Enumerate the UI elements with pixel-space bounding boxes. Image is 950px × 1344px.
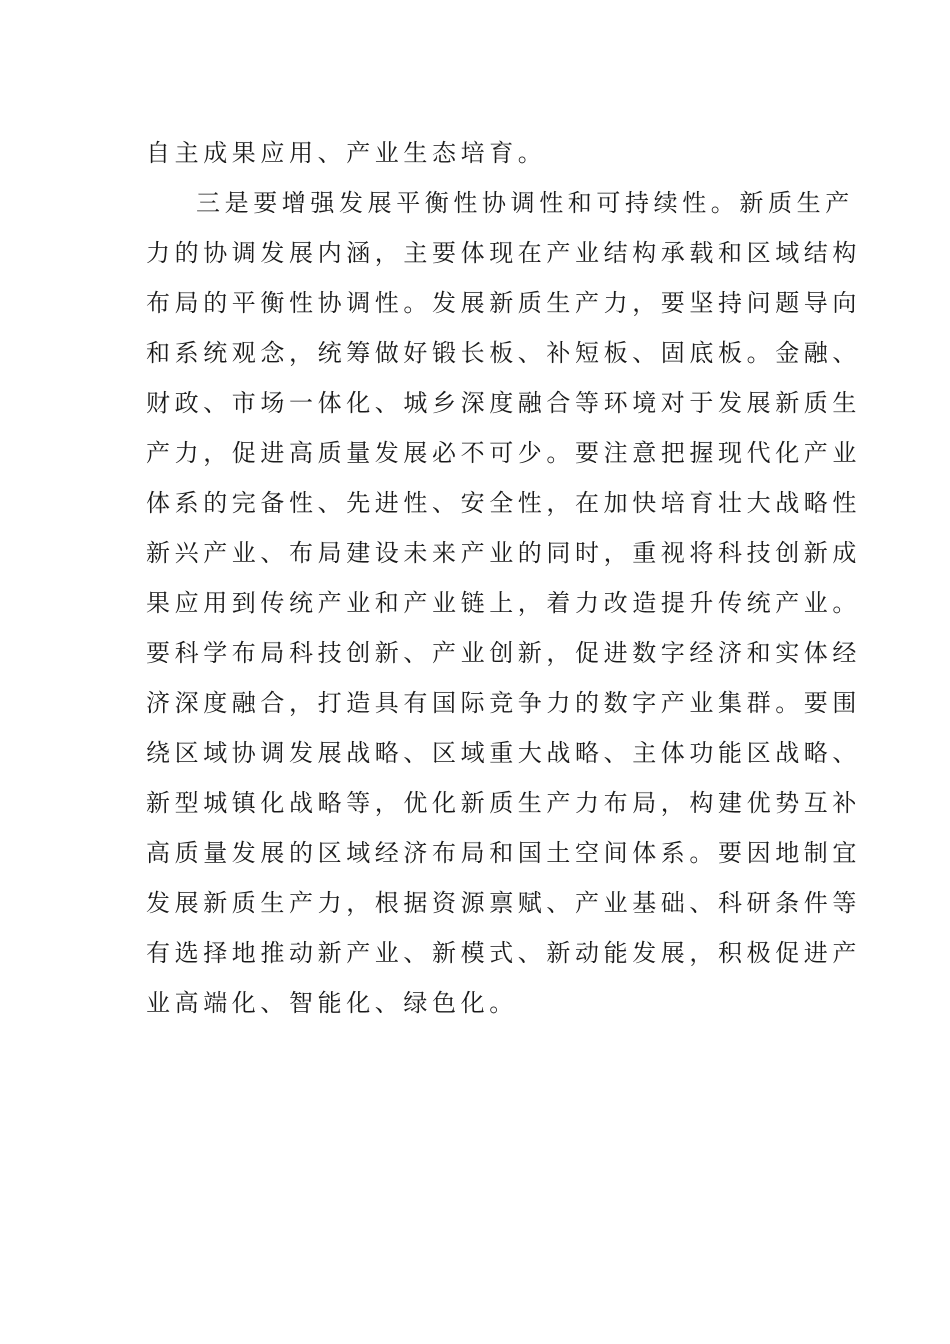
paragraph-continuation-line: 自主成果应用、产业生态培育。: [146, 139, 547, 167]
paragraph-line: 有选择地推动新产业、新模式、新动能发展，积极促进产: [146, 939, 861, 967]
paragraph-line: 高质量发展的区域经济布局和国土空间体系。要因地制宜: [146, 839, 861, 867]
paragraph-last-line: 业高端化、智能化、绿色化。: [146, 989, 518, 1017]
paragraph-line: 新兴产业、布局建设未来产业的同时，重视将科技创新成: [146, 539, 861, 567]
paragraph-line: 财政、市场一体化、城乡深度融合等环境对于发展新质生: [146, 389, 861, 417]
paragraph-first-line: 三是要增强发展平衡性协调性和可持续性。新质生产: [196, 189, 854, 217]
paragraph-line: 布局的平衡性协调性。发展新质生产力，要坚持问题导向: [146, 289, 861, 317]
paragraph-line: 新型城镇化战略等，优化新质生产力布局，构建优势互补: [146, 789, 861, 817]
paragraph-line: 发展新质生产力，根据资源禀赋、产业基础、科研条件等: [146, 889, 861, 917]
paragraph-line: 要科学布局科技创新、产业创新，促进数字经济和实体经: [146, 639, 861, 667]
paragraph-line: 产力，促进高质量发展必不可少。要注意把握现代化产业: [146, 439, 861, 467]
paragraph-line: 绕区域协调发展战略、区域重大战略、主体功能区战略、: [146, 739, 861, 767]
paragraph-line: 果应用到传统产业和产业链上，着力改造提升传统产业。: [146, 589, 861, 617]
paragraph-line: 力的协调发展内涵，主要体现在产业结构承载和区域结构: [146, 239, 861, 267]
paragraph-line: 和系统观念，统筹做好锻长板、补短板、固底板。金融、: [146, 339, 861, 367]
paragraph-line: 济深度融合，打造具有国际竞争力的数字产业集群。要围: [146, 689, 861, 717]
paragraph-line: 体系的完备性、先进性、安全性，在加快培育壮大战略性: [146, 489, 861, 517]
